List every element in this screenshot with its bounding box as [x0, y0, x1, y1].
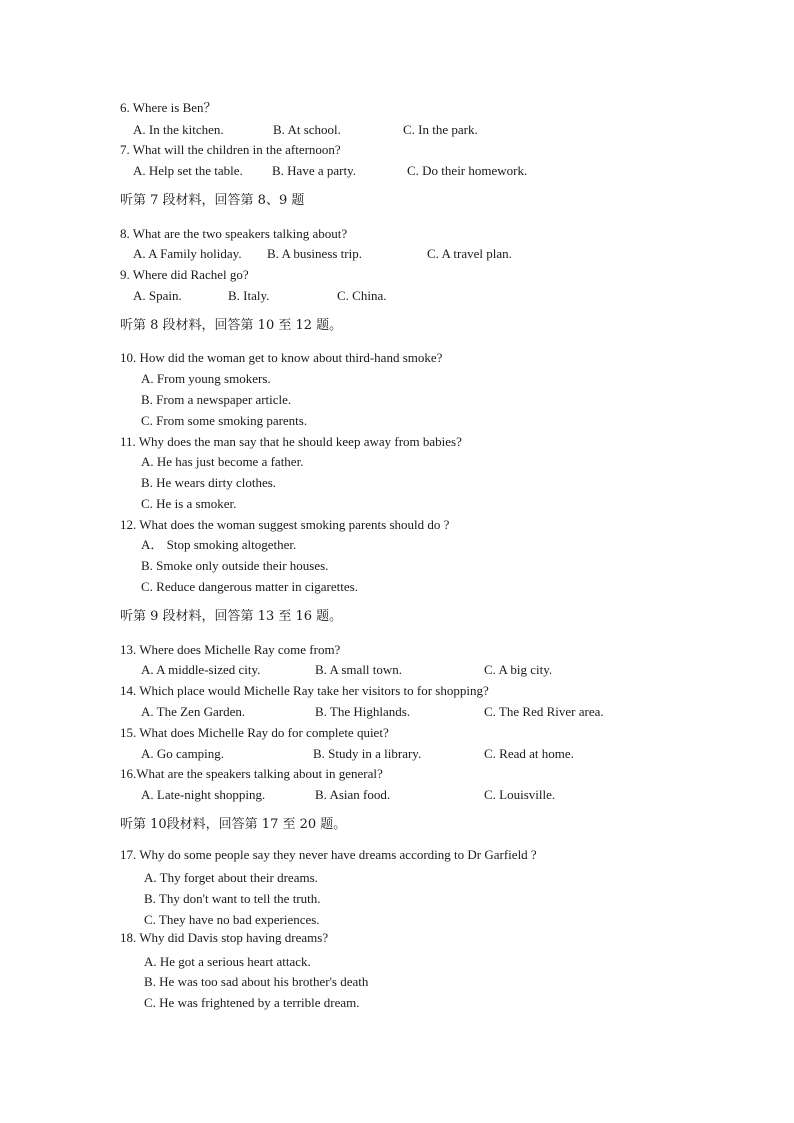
section-heading-9: 听第 9 段材料，回答第 13 至 16 题。 — [120, 609, 343, 624]
q9-option-a: A. Spain. — [133, 288, 182, 303]
q14-option-a: A. The Zen Garden. — [141, 704, 246, 719]
q8-option-b: B. A business trip. — [267, 246, 362, 261]
q12-option-a: A． Stop smoking altogether. — [141, 537, 297, 552]
question-11: 11. Why does the man say that he should keep away from babies? — [120, 434, 462, 449]
question-15: 15. What does Michelle Ray do for complete quiet? — [120, 725, 389, 740]
question-9: 9. Where did Rachel go? — [120, 267, 249, 282]
q15-option-c: C. Read at home. — [484, 746, 574, 761]
q17-option-a: A. Thy forget about their dreams. — [144, 870, 318, 885]
q13-option-a: A. A middle-sized city. — [141, 662, 261, 677]
q9-option-c: C. China. — [337, 288, 387, 303]
q6-option-c: C. In the park. — [403, 122, 478, 137]
q16-option-c: C. Louisville. — [484, 787, 556, 802]
q16-option-b: B. Asian food. — [315, 787, 391, 802]
question-12: 12. What does the woman suggest smoking parents should do ? — [120, 517, 450, 532]
question-16: 16.What are the speakers talking about in general? — [120, 766, 383, 781]
q17-option-c: C. They have no bad experiences. — [144, 912, 320, 927]
question-17: 17. Why do some people say they never have dreams according to Dr Garfield ? — [120, 847, 537, 862]
question-13: 13. Where does Michelle Ray come from? — [120, 642, 341, 657]
q7-option-c: C. Do their homework. — [407, 163, 528, 178]
q6-option-b: B. At school. — [273, 122, 341, 137]
q18-option-c: C. He was frightened by a terrible dream. — [144, 995, 360, 1010]
q10-option-b: B. From a newspaper article. — [141, 392, 292, 407]
q11-option-c: C. He is a smoker. — [141, 496, 237, 511]
q10-option-a: A. From young smokers. — [141, 371, 271, 386]
section-heading-10: 听第 10段材料，回答第 17 至 20 题。 — [120, 817, 347, 832]
section-heading-7: 听第 7 段材料，回答第 8、9 题 — [120, 193, 305, 208]
q11-option-a: A. He has just become a father. — [141, 454, 304, 469]
q13-option-c: C. A big city. — [484, 662, 553, 677]
q7-option-a: A. Help set the table. — [133, 163, 243, 178]
q16-option-a: A. Late-night shopping. — [141, 787, 266, 802]
question-7: 7. What will the children in the afternoon? — [120, 142, 341, 157]
q9-option-b: B. Italy. — [228, 288, 270, 303]
question-10: 10. How did the woman get to know about third-hand smoke? — [120, 350, 443, 365]
question-6: 6. Where is Ben？ — [120, 100, 217, 115]
q12-option-b: B. Smoke only outside their houses. — [141, 558, 329, 573]
q18-option-b: B. He was too sad about his brother's death — [144, 974, 369, 989]
q7-option-b: B. Have a party. — [272, 163, 356, 178]
question-14: 14. Which place would Michelle Ray take her visitors to for shopping? — [120, 683, 489, 698]
q14-option-c: C. The Red River area. — [484, 704, 604, 719]
q8-option-c: C. A travel plan. — [427, 246, 512, 261]
section-heading-8: 听第 8 段材料，回答第 10 至 12 题。 — [120, 318, 343, 333]
question-18: 18. Why did Davis stop having dreams? — [120, 930, 329, 945]
q15-option-b: B. Study in a library. — [313, 746, 422, 761]
q6-option-a: A. In the kitchen. — [133, 122, 224, 137]
q11-option-b: B. He wears dirty clothes. — [141, 475, 277, 490]
q14-option-b: B. The Highlands. — [315, 704, 411, 719]
q17-option-b: B. Thy don't want to tell the truth. — [144, 891, 321, 906]
q8-option-a: A. A Family holiday. — [133, 246, 242, 261]
question-8: 8. What are the two speakers talking about? — [120, 226, 348, 241]
q10-option-c: C. From some smoking parents. — [141, 413, 308, 428]
q12-option-c: C. Reduce dangerous matter in cigarettes. — [141, 579, 358, 594]
q15-option-a: A. Go camping. — [141, 746, 225, 761]
q13-option-b: B. A small town. — [315, 662, 403, 677]
q18-option-a: A. He got a serious heart attack. — [144, 954, 311, 969]
